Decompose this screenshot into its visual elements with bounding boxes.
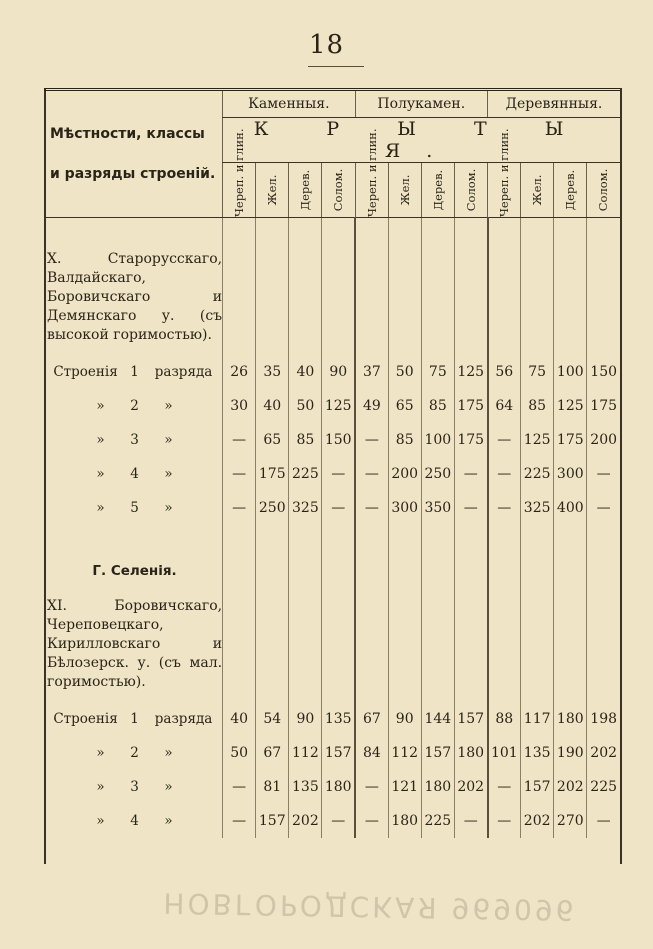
empty-cell [355,218,388,245]
rate-cell: 175 [454,423,487,457]
rate-cell: — [488,423,521,457]
rate-cell: 26 [223,355,256,389]
rate-cell: 250 [421,457,454,491]
empty-cell [454,525,487,551]
table-row [44,770,620,804]
empty-cell [454,244,487,355]
rate-cell: 135 [521,736,554,770]
row-label-suffix: » [164,745,173,761]
row-label-prefix: » [96,500,105,516]
rate-cell: 75 [421,355,454,389]
rate-cell: — [355,804,388,838]
row-label-suffix: » [164,398,173,414]
rate-cell: — [488,457,521,491]
table-row [44,457,620,491]
rate-cell: 325 [289,491,322,525]
rate-cell: 180 [454,736,487,770]
rate-cell: 200 [587,423,620,457]
rate-cell: 85 [388,423,421,457]
row-label-suffix: разряда [154,711,213,727]
rate-cell: 112 [289,736,322,770]
subheader-label: Дерев. [430,169,445,211]
rate-cell: — [454,457,487,491]
rate-cell: 180 [554,702,587,736]
empty-cell [223,551,256,591]
rate-cell: 67 [355,702,388,736]
rate-cell: 81 [256,770,289,804]
rate-cell: — [454,804,487,838]
row-label-number: 1 [130,364,139,380]
rate-cell: 100 [554,355,587,389]
empty-cell [322,218,355,245]
empty-cell [256,551,289,591]
page-number-rule [308,66,364,67]
rate-cell: 100 [421,423,454,457]
rate-cell: 300 [388,491,421,525]
table-row [44,804,620,838]
rate-cell: 180 [322,770,355,804]
group-header-stone: Каменныя. [223,90,355,118]
rate-cell: 202 [521,804,554,838]
empty-cell [554,591,587,702]
table-row [44,702,620,736]
rate-cell: 225 [521,457,554,491]
rate-cell: — [223,423,256,457]
subheader-cell [223,128,256,218]
subheader-label: Дерев. [563,169,578,211]
empty-cell [587,218,620,245]
table-header [44,90,620,218]
section-description-row [44,244,620,355]
row-label-number: 1 [130,711,139,727]
subheader-cell [554,163,587,218]
empty-cell [488,525,521,551]
rate-cell: 85 [421,389,454,423]
subheader-cell [488,128,521,218]
rate-cell: 90 [388,702,421,736]
rate-cell: 157 [421,736,454,770]
empty-cell [488,551,521,591]
subheader-label: Череп. и глин. [364,128,379,217]
rate-cell: 180 [421,770,454,804]
empty-cell [421,551,454,591]
rate-cell: 56 [488,355,521,389]
empty-cell [521,525,554,551]
empty-cell [521,551,554,591]
rate-cell: 117 [521,702,554,736]
rate-cell: — [587,457,620,491]
row-label-prefix: » [96,466,105,482]
row-label [44,804,223,838]
row-label [44,355,223,389]
spacer-row [44,525,620,551]
rate-cell: 125 [521,423,554,457]
rate-cell: 40 [289,355,322,389]
rate-cell: 198 [587,702,620,736]
table-row [44,491,620,525]
spacer-row [44,218,620,245]
empty-cell [322,525,355,551]
rate-cell: 225 [587,770,620,804]
empty-cell [256,525,289,551]
row-label-prefix: » [96,398,105,414]
rate-cell: — [355,770,388,804]
rate-cell: 157 [521,770,554,804]
subheader-cell [256,163,289,218]
rate-cell: — [223,491,256,525]
rate-cell: 85 [289,423,322,457]
corner-line-2: и разряды строеній. [50,166,216,182]
empty-cell [322,551,355,591]
row-label-prefix: Строенія [53,711,118,727]
library-stamp-mirrored: НОВГОРОДСКАЯ 969096 [163,886,577,927]
row-label-prefix: Строенія [53,364,118,380]
subheader-label: Жел. [265,174,280,206]
rate-cell: 50 [388,355,421,389]
row-label-suffix: разряда [154,364,213,380]
row-label-suffix: » [164,500,173,516]
section-title: Г. Селенія. [92,563,177,579]
rate-cell: 150 [322,423,355,457]
empty-cell [454,591,487,702]
rate-cell: 121 [388,770,421,804]
row-label-number: 2 [130,745,139,761]
rate-cell: 300 [554,457,587,491]
subheader-label: Череп. и глин. [497,128,511,217]
rate-cell: — [488,770,521,804]
rate-cell: — [488,491,521,525]
row-label-suffix: » [164,432,173,448]
empty-cell [223,218,256,245]
empty-cell [521,218,554,245]
rate-cell: 112 [388,736,421,770]
rate-cell: 202 [289,804,322,838]
empty-cell [355,244,388,355]
rate-cell: 54 [256,702,289,736]
rate-cell: — [322,491,355,525]
rate-cell: 175 [587,389,620,423]
page-number: 18 [308,30,345,60]
empty-cell [355,551,388,591]
rate-cell: 350 [421,491,454,525]
row-label-number: 3 [130,432,139,448]
rate-cell: — [488,804,521,838]
empty-cell [289,591,322,702]
empty-cell [223,244,256,355]
subheader-cell [421,163,454,218]
subheader-label: Череп. и глин. [232,128,247,217]
empty-cell [587,591,620,702]
row-label-prefix: » [96,813,105,829]
empty-cell [587,551,620,591]
rate-cell: 157 [256,804,289,838]
empty-cell [388,591,421,702]
rate-cell: — [355,457,388,491]
roof-header: К Р Ы Т Ы Я. [223,118,620,163]
rate-cell: 202 [587,736,620,770]
table-row [44,389,620,423]
empty-cell [421,591,454,702]
rate-cell: — [355,423,388,457]
empty-cell [256,244,289,355]
insurance-rates-table [44,88,620,838]
row-label-prefix: » [96,779,105,795]
table-row [44,423,620,457]
row-label-number: 3 [130,779,139,795]
rate-cell: 67 [256,736,289,770]
row-label-number: 4 [130,813,139,829]
rate-cell: 175 [454,389,487,423]
rate-cell: 250 [256,491,289,525]
rate-cell: 135 [322,702,355,736]
rate-cell: 88 [488,702,521,736]
subheader-cell [355,128,388,218]
subheader-cell [454,163,487,218]
empty-cell [521,244,554,355]
rate-cell: — [223,457,256,491]
table-row [44,355,620,389]
empty-cell [289,551,322,591]
rate-cell: 202 [454,770,487,804]
row-label [44,491,223,525]
rate-cell: 180 [388,804,421,838]
subheader-cell [587,163,620,218]
empty-cell [421,218,454,245]
section-description-cell [44,591,223,702]
subheader-label: Жел. [397,174,412,206]
rate-cell: 85 [521,389,554,423]
section-description-row [44,591,620,702]
rate-cell: 50 [289,389,322,423]
empty-cell [256,591,289,702]
empty-cell [388,525,421,551]
empty-cell [256,218,289,245]
empty-cell [488,591,521,702]
spacer-cell [44,218,223,245]
rate-cell: — [454,491,487,525]
empty-cell [587,244,620,355]
empty-cell [355,525,388,551]
row-label [44,423,223,457]
rate-cell: 150 [587,355,620,389]
empty-cell [454,551,487,591]
empty-cell [388,244,421,355]
corner-line-1: Мѣстности, классы [50,126,205,142]
rate-cell: — [223,770,256,804]
empty-cell [355,591,388,702]
rate-cell: 101 [488,736,521,770]
empty-cell [388,218,421,245]
empty-cell [554,551,587,591]
empty-cell [554,525,587,551]
empty-cell [289,244,322,355]
subheader-cell [388,163,421,218]
rate-cell: 40 [256,389,289,423]
empty-cell [223,591,256,702]
empty-cell [488,244,521,355]
rate-cell: 225 [289,457,322,491]
empty-cell [322,591,355,702]
rate-cell: 200 [388,457,421,491]
rate-cell: 75 [521,355,554,389]
empty-cell [587,525,620,551]
empty-cell [289,218,322,245]
subheader-label: Солом. [331,168,346,212]
rate-cell: 90 [289,702,322,736]
row-label-number: 4 [130,466,139,482]
subheader-label: Солом. [596,168,611,212]
row-label-suffix: » [164,779,173,795]
subheader-cell [322,163,355,218]
subheader-label: Дерев. [298,169,313,211]
header-corner [44,90,223,218]
rate-cell: — [355,491,388,525]
row-label-number: 5 [130,500,139,516]
empty-cell [521,591,554,702]
row-label [44,770,223,804]
rate-cell: 35 [256,355,289,389]
spacer-cell [44,525,223,551]
rate-cell: 30 [223,389,256,423]
rate-cell: 157 [322,736,355,770]
rate-cell: 65 [388,389,421,423]
subheader-label: Солом. [463,168,478,212]
rate-cell: 175 [554,423,587,457]
rate-cell: 84 [355,736,388,770]
rate-cell: 225 [421,804,454,838]
rate-cell: 202 [554,770,587,804]
empty-cell [421,525,454,551]
empty-cell [388,551,421,591]
subheader-cell [289,163,322,218]
rate-cell: — [587,491,620,525]
section-description-cell [44,244,223,355]
row-label [44,736,223,770]
empty-cell [289,525,322,551]
rate-cell: — [322,457,355,491]
subheader-cell [521,163,554,218]
rate-cell: 175 [256,457,289,491]
rate-cell: 37 [355,355,388,389]
empty-cell [322,244,355,355]
empty-cell [488,218,521,245]
table-body [44,218,620,839]
table-row [44,736,620,770]
group-header-wooden: Деревянныя. [488,90,621,118]
row-label-suffix: » [164,466,173,482]
rate-cell: 64 [488,389,521,423]
rate-cell: 125 [322,389,355,423]
rate-cell: 50 [223,736,256,770]
row-label-suffix: » [164,813,173,829]
empty-cell [454,218,487,245]
group-header-semistone: Полукамен. [355,90,487,118]
rate-cell: 65 [256,423,289,457]
rate-cell: 135 [289,770,322,804]
empty-cell [223,525,256,551]
rate-cell: — [587,804,620,838]
rate-cell: — [322,804,355,838]
row-label [44,457,223,491]
rate-cell: 400 [554,491,587,525]
row-label [44,389,223,423]
empty-cell [421,244,454,355]
rate-cell: 157 [454,702,487,736]
section-title-row [44,551,620,591]
row-label-prefix: » [96,432,105,448]
section-description: X. Старорусскаго, Валдайскаго, Боровичскаго и Демянскаго у. (съ высокой горимостью). [47,251,223,343]
rate-cell: 90 [322,355,355,389]
row-label-prefix: » [96,745,105,761]
rate-cell: 49 [355,389,388,423]
subheader-label: Жел. [530,174,545,206]
rate-cell: 144 [421,702,454,736]
rate-cell: 325 [521,491,554,525]
rate-cell: 125 [454,355,487,389]
rate-cell: 125 [554,389,587,423]
row-label-number: 2 [130,398,139,414]
empty-cell [554,218,587,245]
rate-cell: 40 [223,702,256,736]
section-description: XI. Боровичскаго, Череповецкаго, Кирилловскаго и Бѣлозерск. у. (съ мал. горимостью). [47,598,223,690]
rate-cell: — [223,804,256,838]
empty-cell [554,244,587,355]
row-label [44,702,223,736]
rate-cell: 190 [554,736,587,770]
rate-cell: 270 [554,804,587,838]
